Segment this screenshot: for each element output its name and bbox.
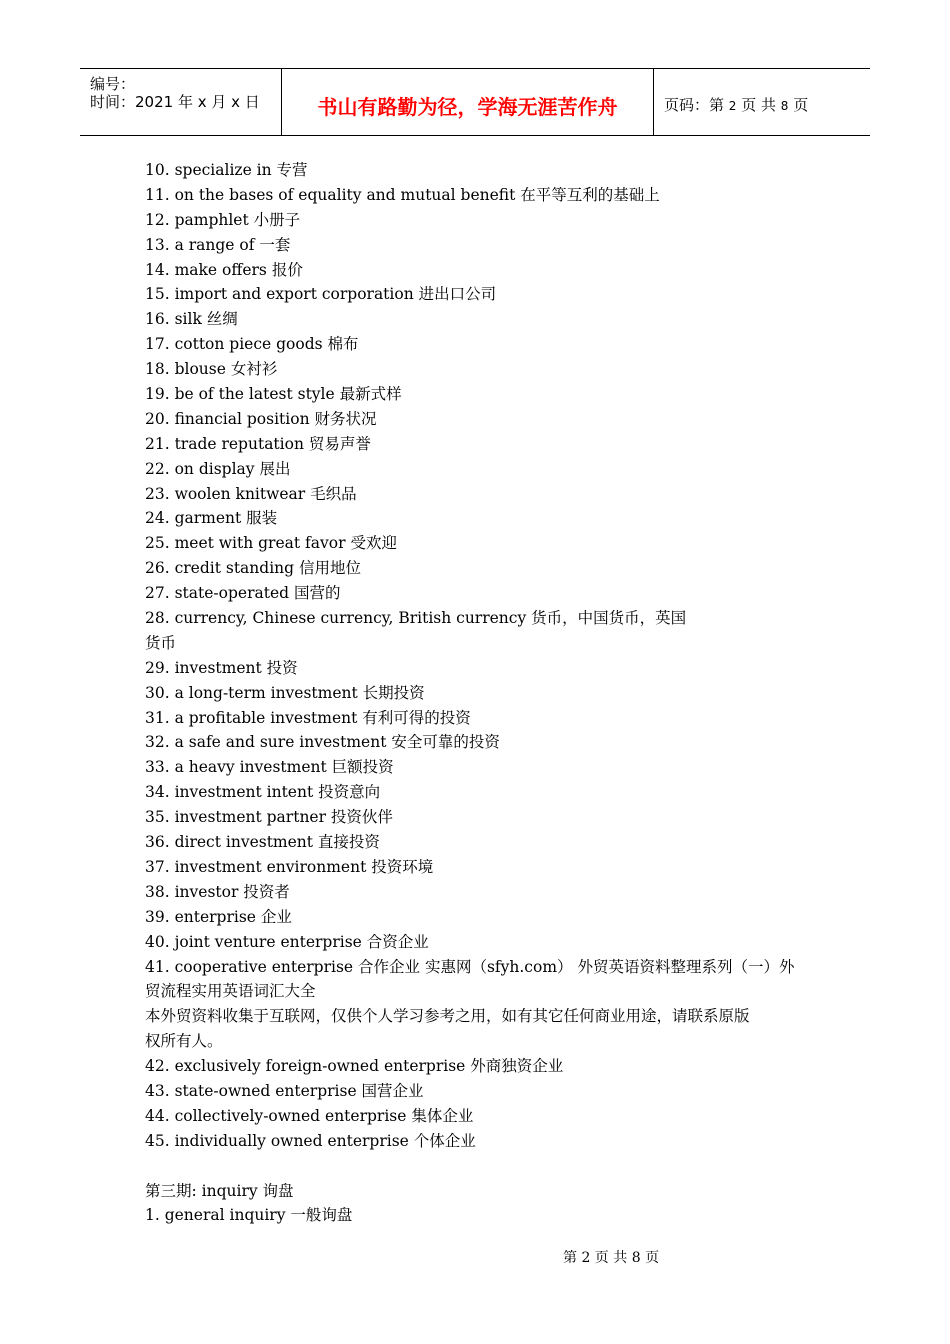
text-line: 18. blouse 女衬衫 (145, 360, 278, 379)
text-line: 10. specialize in 专营 (145, 161, 308, 179)
text-line: 29. investment 投资 (145, 658, 298, 677)
text-line: 1. general inquiry 一般询盘 (145, 1206, 353, 1225)
text-line: 19. be of the latest style 最新式样 (145, 385, 402, 404)
text-line: 货币 (145, 633, 177, 652)
text-line: 本外贸资料收集于互联网，仅供个人学习参考之用，如有其它任何商业用途，请联系原版 (145, 1007, 750, 1026)
text-line: 37. investment environment 投资环境 (145, 857, 434, 876)
text-line: 14. make offers 报价 (145, 260, 303, 279)
text-line: 43. state-owned enterprise 国营企业 (145, 1081, 424, 1100)
text-line: 35. investment partner 投资伙伴 (145, 808, 393, 827)
text-line: 25. meet with great favor 受欢迎 (145, 534, 397, 553)
text-line: 13. a range of 一套 (145, 235, 291, 254)
text-line: 36. direct investment 直接投资 (145, 833, 380, 852)
text-line: 15. import and export corporation 进出口公司 (145, 285, 497, 304)
text-line: 12. pamphlet 小册子 (145, 210, 301, 229)
text-line: 28. currency, Chinese currency, British currency 货币，中国货币，英国 (145, 609, 687, 628)
header-page-cell (654, 69, 870, 135)
number-label: 编号： (90, 75, 136, 93)
text-line: 第三期: inquiry 询盘 (145, 1181, 294, 1200)
time-label: 时间： (90, 93, 136, 111)
text-line: 23. woolen knitwear 毛织品 (145, 484, 357, 503)
text-line: 41. cooperative enterprise 合作企业 实惠网（sfyh.com） 外贸英语资料整理系列（一）外 (145, 957, 795, 976)
text-line: 44. collectively-owned enterprise 集体企业 (145, 1106, 474, 1125)
page-mid: 页 共 (741, 96, 776, 114)
text-line: 17. cotton piece goods 棉布 (145, 335, 359, 354)
text-line: 42. exclusively foreign-owned enterprise 外商独资企业 (145, 1057, 564, 1076)
text-line: 45. individually owned enterprise 个体企业 (145, 1131, 476, 1150)
text-line: 34. investment intent 投资意向 (145, 783, 381, 802)
text-line: 26. credit standing 信用地位 (145, 559, 361, 578)
text-line: 权所有人。 (145, 1032, 223, 1051)
text-line: 27. state-operated 国营的 (145, 584, 341, 603)
text-line: 24. garment 服装 (145, 509, 278, 528)
text-line: 贸流程实用英语词汇大全 (145, 982, 316, 1001)
page-current: 2 (728, 99, 737, 113)
text-line: 39. enterprise 企业 (145, 907, 292, 926)
text-line: 22. on display 展出 (145, 459, 291, 478)
text-line: 11. on the bases of equality and mutual benefit 在平等互利的基础上 (145, 185, 660, 204)
page-header (80, 68, 870, 136)
text-line: 31. a profitable investment 有利可得的投资 (145, 708, 471, 727)
page-footer: 第 2 页 共 8 页 (563, 1250, 660, 1266)
text-line: 16. silk 丝绸 (145, 310, 238, 329)
page-indicator (664, 94, 808, 115)
page-label: 页码：第 (664, 96, 725, 114)
page-end: 页 (793, 96, 809, 114)
vocabulary-list (145, 158, 815, 1228)
text-line: 38. investor 投资者 (145, 882, 290, 901)
page-total: 8 (780, 99, 789, 113)
text-line: 32. a safe and sure investment 安全可靠的投资 (145, 733, 500, 752)
text-line: 21. trade reputation 贸易声誉 (145, 434, 371, 453)
motto: 书山有路勤为径，学海无涯苦作舟 (317, 95, 618, 119)
blank-line (145, 1154, 815, 1179)
text-line: 33. a heavy investment 巨额投资 (145, 758, 394, 777)
text-line: 40. joint venture enterprise 合资企业 (145, 932, 429, 951)
text-line: 20. financial position 财务状况 (145, 409, 377, 428)
text-line: 30. a long-term investment 长期投资 (145, 683, 425, 702)
date-value: 2021 年 x 月 x 日 (135, 93, 260, 111)
date-line (90, 91, 260, 112)
header-motto-cell (282, 69, 654, 135)
header-info-cell (80, 69, 282, 135)
